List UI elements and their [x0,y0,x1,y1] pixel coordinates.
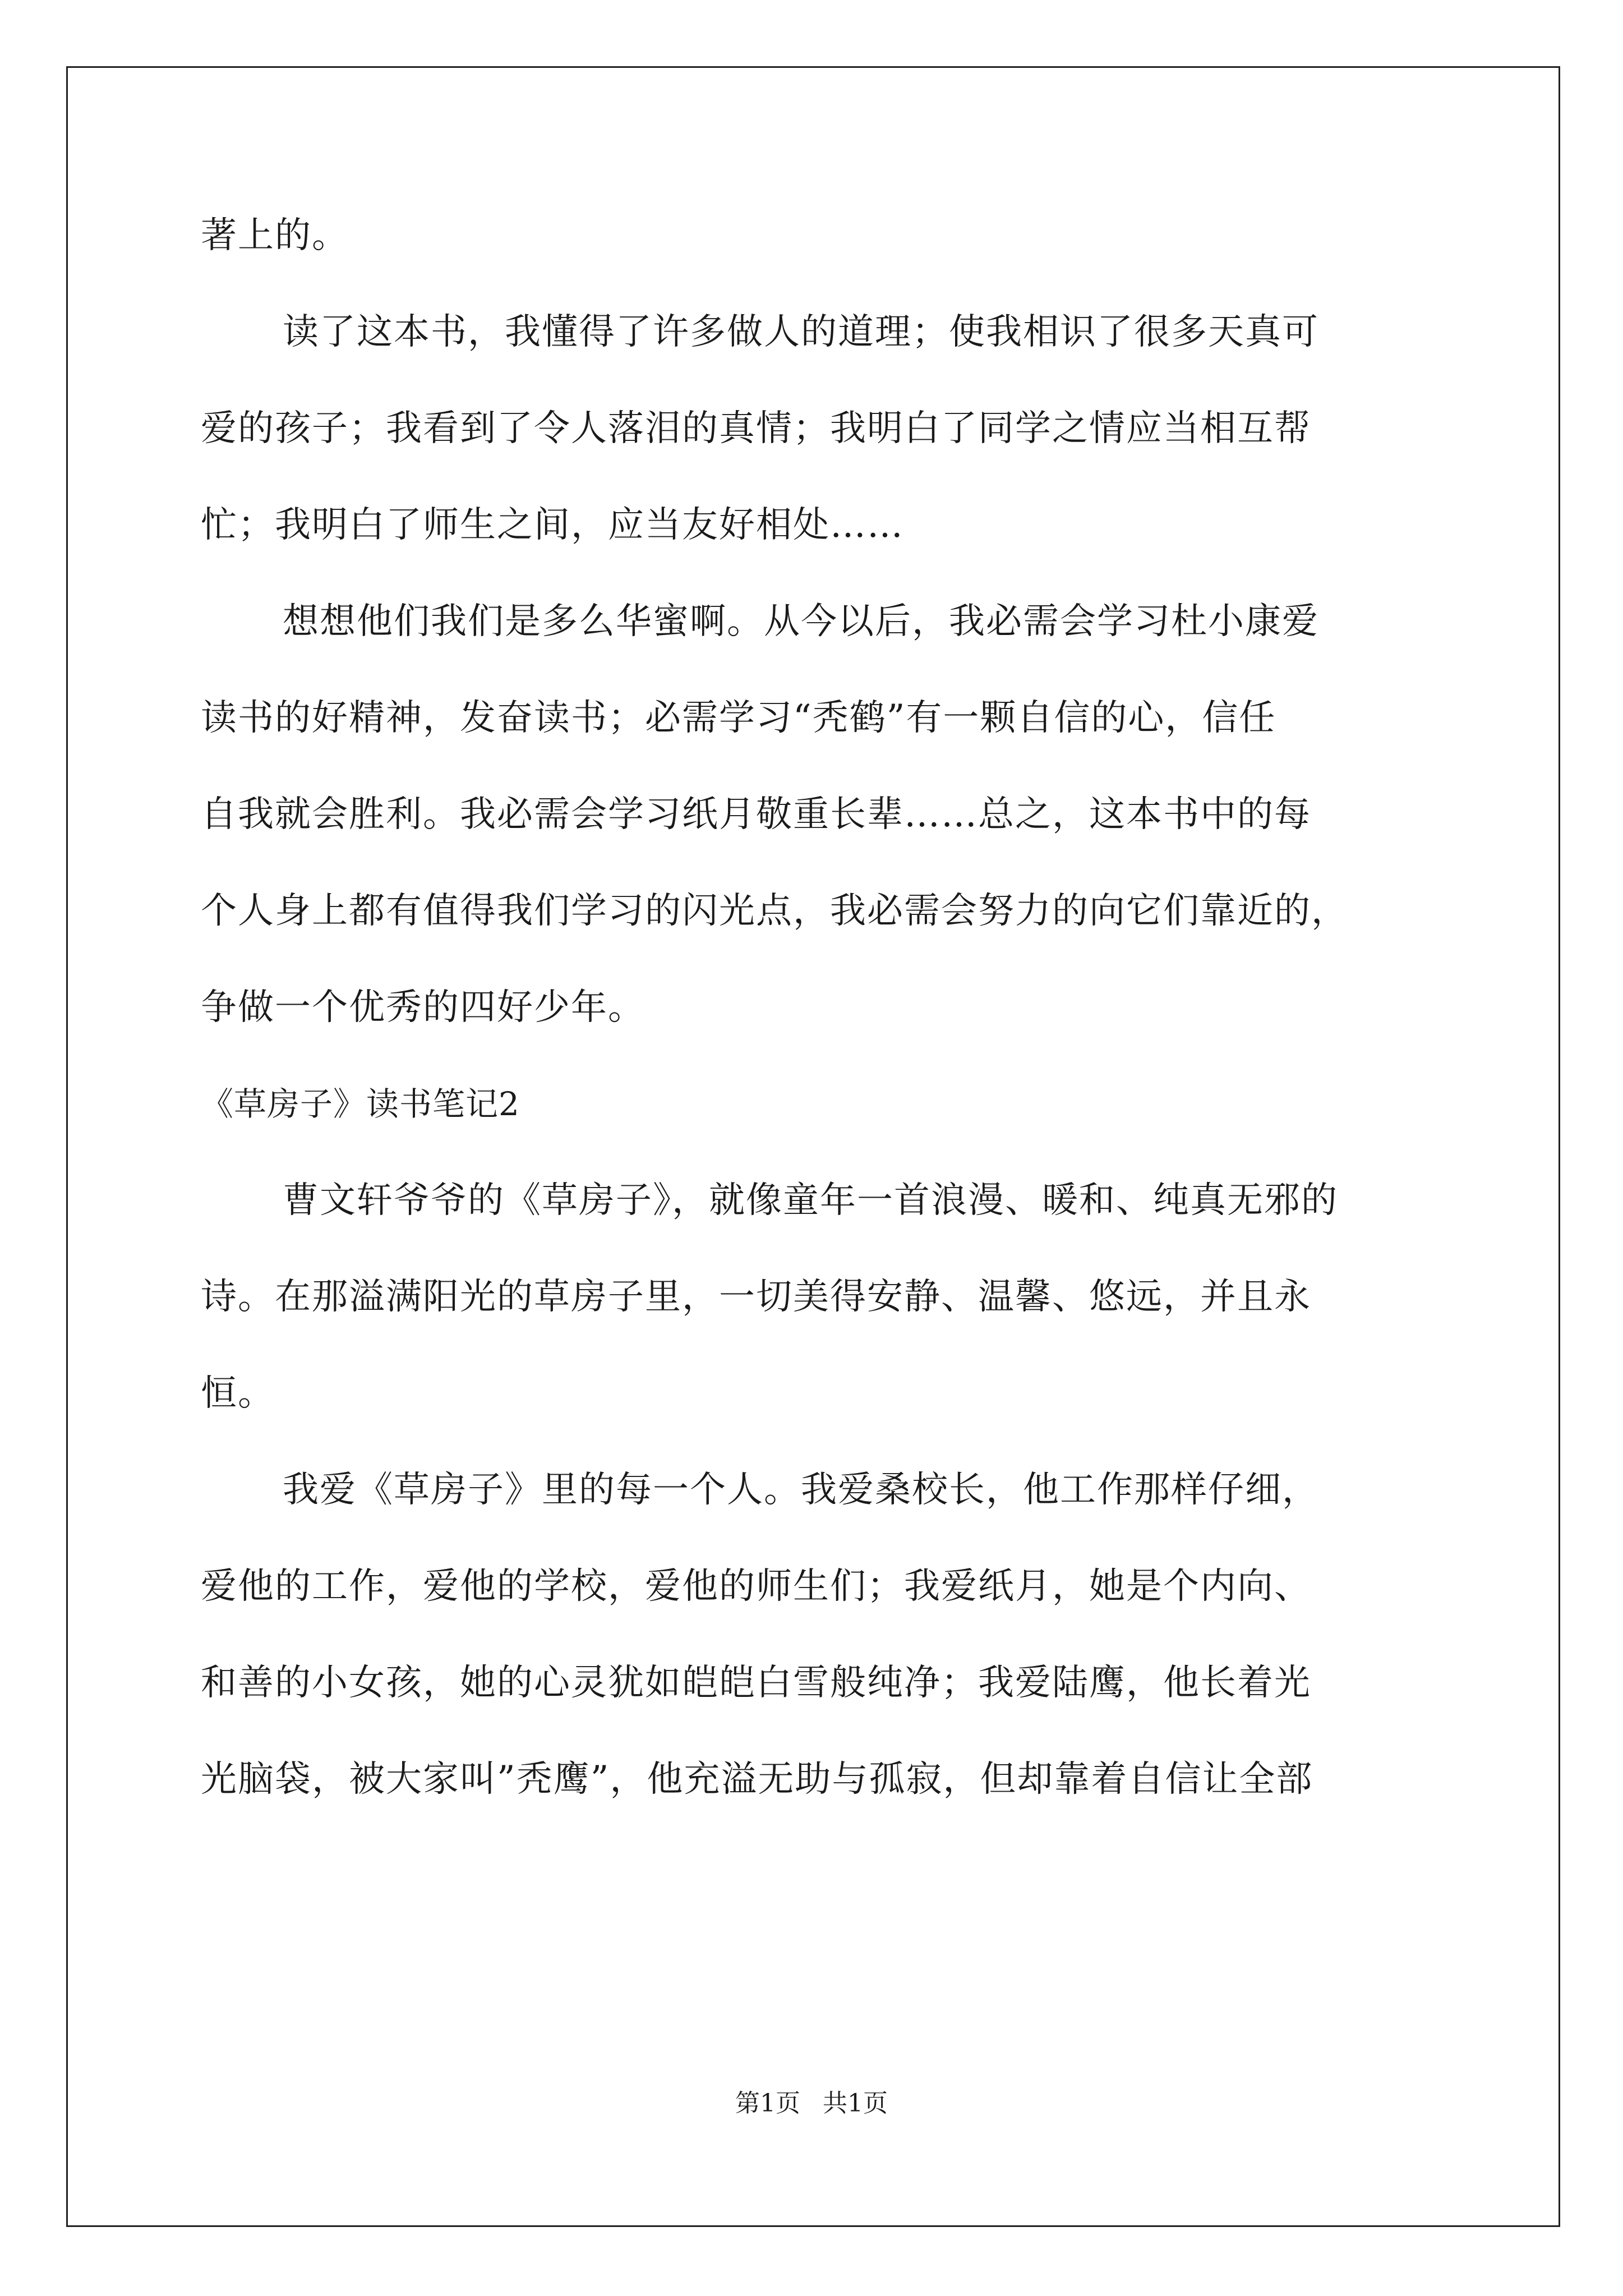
page-border [66,66,1560,2227]
section-heading: 《草房子》读书笔记2 [201,1085,520,1123]
text-line: 读书的好精神，发奋读书；必需学习“秃鹤”有一颗自信的心，信任 [201,697,1276,739]
page-total: 共1页 [823,2089,888,2118]
text-line: 爱的孩子；我看到了令人落泪的真情；我明白了同学之情应当相互帮 [201,408,1311,449]
text-line: 恒。 [201,1373,275,1414]
text-line: 和善的小女孩，她的心灵犹如皑皑白雪般纯净；我爱陆鹰，他长着光 [201,1662,1311,1704]
text-line: 忙；我明白了师生之间，应当友好相处…… [201,504,904,546]
page-footer [0,2088,1623,2119]
paragraph-start: 曹文轩爷爷的《草房子》，就像童年一首浪漫、暖和、纯真无邪的 [283,1180,1338,1221]
text-line: 个人身上都有值得我们学习的闪光点，我必需会努力的向它们靠近的， [201,890,1348,932]
text-line: 诗。在那溢满阳光的草房子里，一切美得安静、温馨、悠远，并且永 [201,1276,1311,1318]
text-line: 光脑袋，被大家叫”秃鹰”，他充溢无助与孤寂，但却靠着自信让全部 [201,1759,1313,1800]
page-number: 第1页 [735,2089,800,2118]
text-line: 著上的。 [201,215,349,256]
paragraph-start: 想想他们我们是多么华蜜啊。从今以后，我必需会学习杜小康爱 [283,601,1319,642]
text-line: 爱他的工作，爱他的学校，爱他的师生们；我爱纸月，她是个内向、 [201,1566,1311,1607]
paragraph-start: 读了这本书，我懂得了许多做人的道理；使我相识了很多天真可 [283,311,1319,353]
paragraph-start: 我爱《草房子》里的每一个人。我爱桑校长，他工作那样仔细， [283,1469,1319,1511]
text-line: 争做一个优秀的四好少年。 [201,987,645,1028]
text-line: 自我就会胜利。我必需会学习纸月敬重长辈……总之，这本书中的每 [201,794,1311,835]
